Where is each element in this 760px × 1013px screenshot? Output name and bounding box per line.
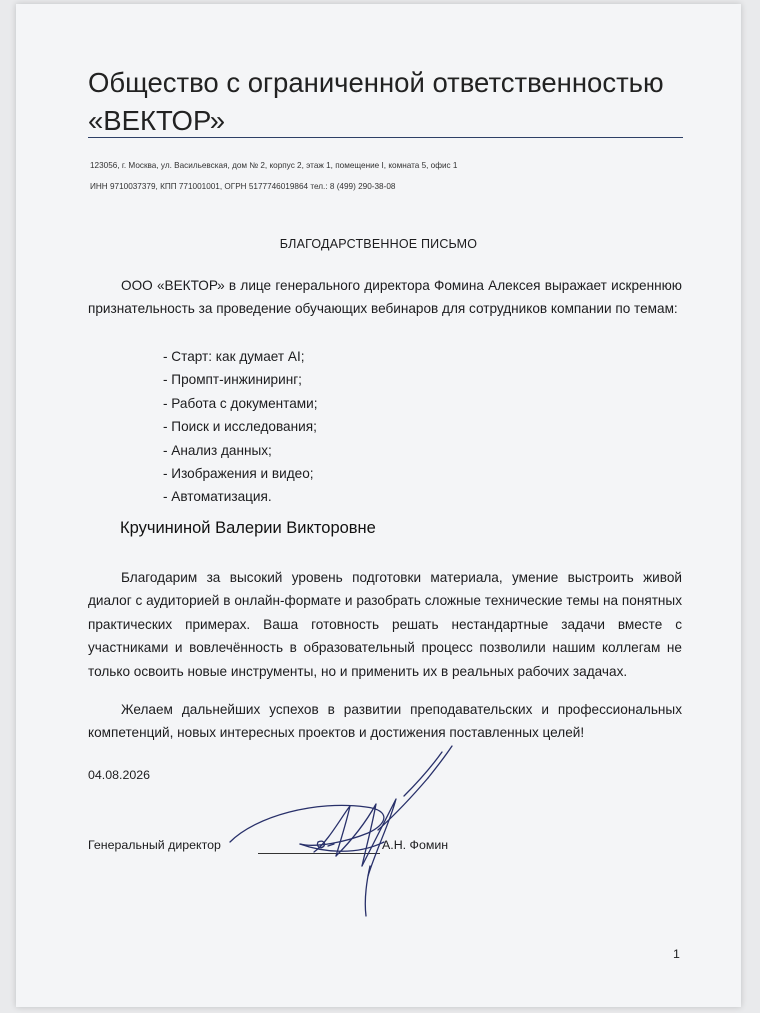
organization-name-line1: Общество с ограниченной ответственностью [88, 67, 664, 98]
signatory-name: А.Н. Фомин [382, 838, 449, 852]
letter-page [16, 4, 741, 1007]
letter-intro: ООО «ВЕКТОР» в лице генерального директора Фомина Алексея выражает искреннюю признательность за проведение обучающих вебинаров для сотрудников компании по темам: [88, 278, 682, 317]
topic-item: - Анализ данных; [163, 442, 272, 458]
company-address: 123056, г. Москва, ул. Васильевская, дом № 2, корпус 2, этаж 1, помещение I, комната 5, офис 1 [90, 161, 458, 170]
topic-item: - Поиск и исследования; [163, 419, 317, 435]
recipient-name: Кручининой Валерии Викторовне [120, 519, 376, 537]
topic-item: - Работа с документами; [163, 395, 318, 411]
handwritten-signature-icon [16, 4, 741, 1007]
company-requisites: ИНН 9710037379, КПП 771001001, ОГРН 5177746019864 тел.: 8 (499) 290-38-08 [90, 182, 396, 191]
letter-date: 04.08.2026 [88, 768, 151, 782]
topic-item: - Старт: как думает AI; [163, 349, 305, 364]
topic-item: - Изображения и видео; [163, 466, 314, 482]
letter-body: Благодарим за высокий уровень подготовки материала, умение выстроить живой диалог с аудиторией в онлайн-формате и разобрать сложные технические темы на понятных практических примерах. Ваша готовность решать нестандартные задачи вместе с участниками и вовлечённость в образовательный процесс позволили нашим коллегам не только освоить новые инструменты, но и применить их в реальных рабочих задачах. [88, 570, 682, 679]
letter-title: БЛАГОДАРСТВЕННОЕ ПИСЬМО [279, 237, 478, 251]
letter-wishes: Желаем дальнейших успехов в развитии преподавательских и профессиональных компетенций, новых интересных проектов и достижения поставленных целей! [88, 702, 682, 741]
organization-name-line2: «ВЕКТОР» [88, 105, 226, 136]
topic-item: - Автоматизация. [163, 489, 272, 505]
topic-item: - Промпт-инжиниринг; [163, 372, 302, 388]
signatory-position: Генеральный директор [88, 838, 221, 852]
page-number: 1 [673, 947, 680, 961]
